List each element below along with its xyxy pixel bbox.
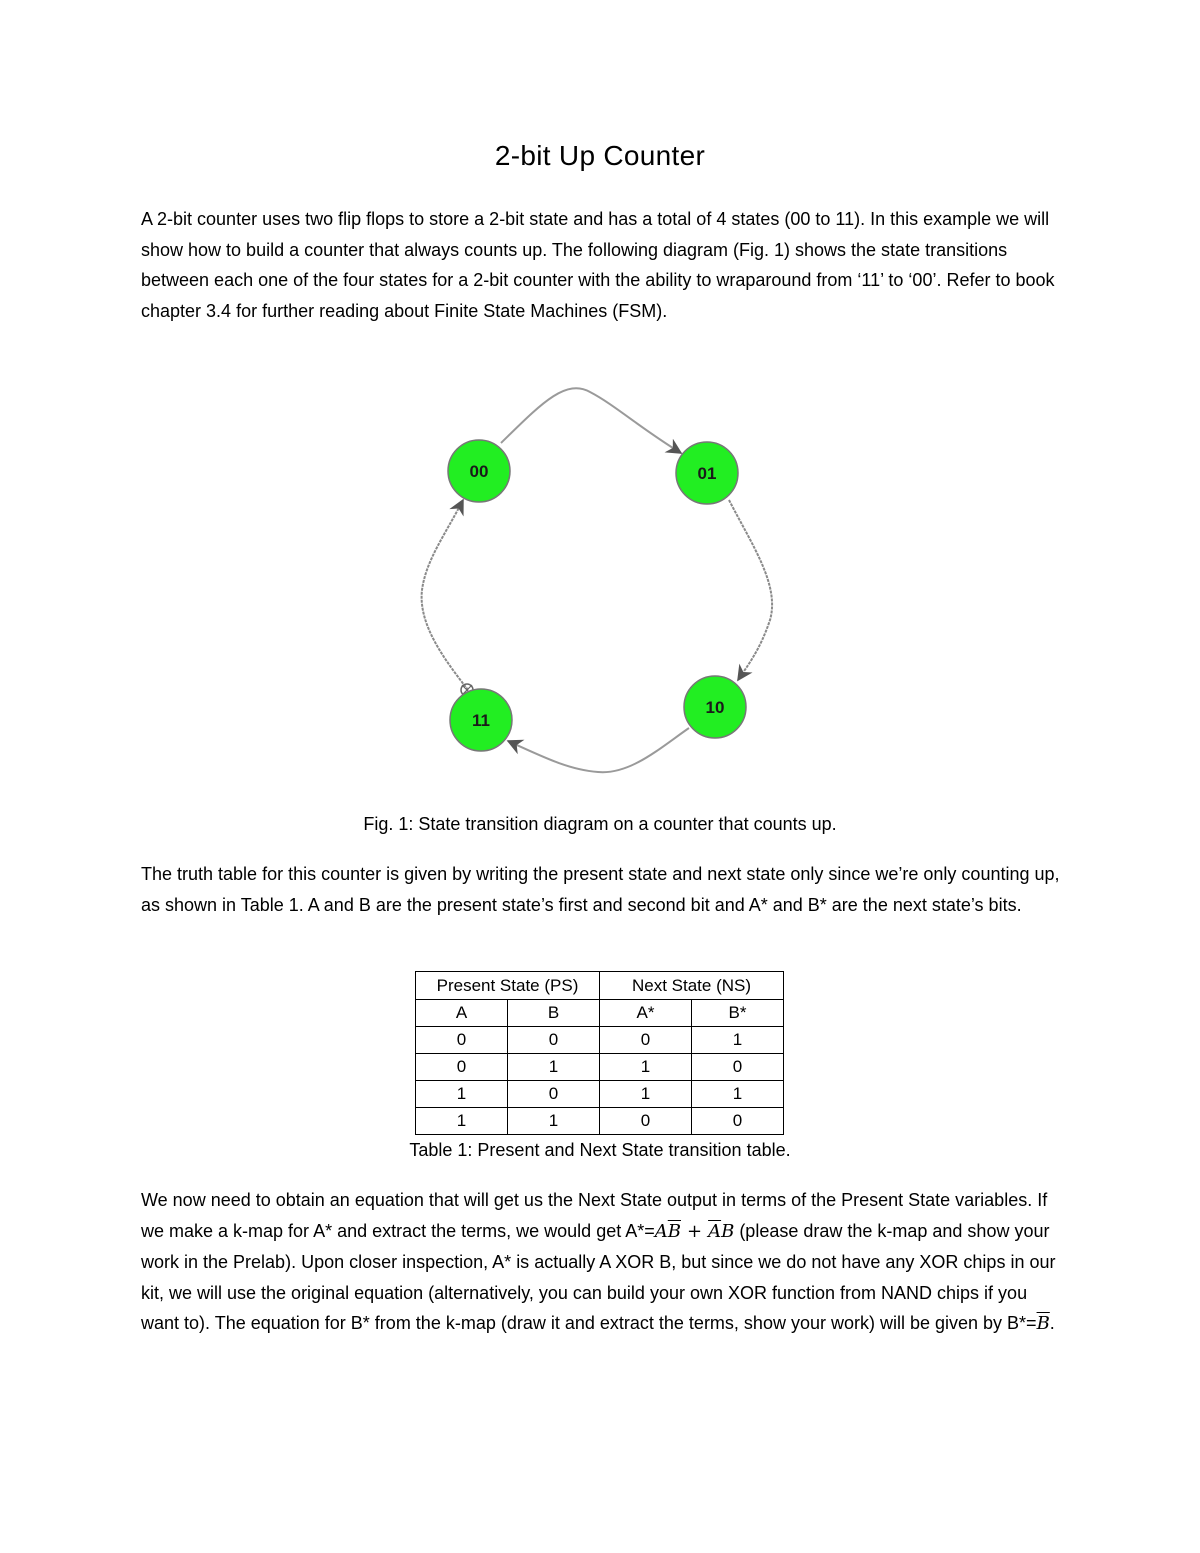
svg-text:00: 00 [469,462,489,481]
table-cell: 1 [692,1081,784,1108]
column-header: B [508,1000,600,1027]
table-cell: 0 [508,1027,600,1054]
state-node-00 [448,440,510,502]
transition-01-to-10 [729,500,772,680]
svg-text:01: 01 [697,464,717,483]
table-caption: Table 1: Present and Next State transition table. [409,1140,791,1160]
table-cell: 1 [416,1108,508,1135]
table-cell: 1 [600,1081,692,1108]
next-state-header: Next State (NS) [600,972,784,1000]
state-node-10 [684,676,746,738]
table-group-header-row [416,972,784,1000]
table-cell: 1 [508,1108,600,1135]
state-node-01 [676,442,738,504]
transition-table [415,971,784,1135]
table-cell: 0 [692,1108,784,1135]
table-cell: 1 [692,1027,784,1054]
table-cell: 1 [508,1054,600,1081]
column-header: A* [600,1000,692,1027]
table-cell: 1 [416,1081,508,1108]
equations-paragraph: We now need to obtain an equation that will get us the Next State output in terms of the Present State variables. If we make a k-map for A* and extract the terms, we would get $A*=A\overline{B} + \overline{A}B$ (please draw the k-map and show your work in the Prelab). Upon closer inspection, A* is actually A XOR B, but since we do not have any XOR chips in our kit, we will use the original equation (alternatively, you can build your own XOR function from NAND chips if you want to). The equation for B* from the k-map (draw it and extract the terms, show your work) will be given by $B*=\overline{B}$. [141,1190,1056,1334]
state-node-11 [450,689,512,751]
equation-text: (please draw the k-map and show your work in the Prelab). Upon closer inspection, A* is actually A XOR B, but since we do not have any XOR chips in our kit, we will use the original equation (alternatively, you can build your own XOR function from NAND chips if you want to). The equation for B* from the k-map (draw it and extract the terms, show your work) will be given by B*= [141,1220,1056,1333]
column-header: B* [692,1000,784,1027]
figure-caption: Fig. 1: State transition diagram on a counter that counts up. [363,814,837,834]
column-header: A [416,1000,508,1027]
equation-text: We now need to obtain an equation that will get us the Next State output in terms of the Present State variables. If we make a k-map for A* and extract the terms, we would get A*= [141,1190,1048,1241]
table-row [416,1108,784,1135]
a-star-equation: $A\overline{B} + \overline{A}B$ [654,1220,735,1242]
table-cell: 1 [600,1054,692,1081]
table-cell: 0 [416,1027,508,1054]
table-cell: 0 [600,1108,692,1135]
table-column-header-row [416,1000,784,1027]
transition-00-to-01 [501,388,681,453]
table-row [416,1054,784,1081]
table-row [416,1081,784,1108]
page-title: 2-bit Up Counter [494,140,706,171]
b-star-equation: $\overline{B}$ [1036,1313,1050,1334]
table-cell: 0 [692,1054,784,1081]
transition-10-to-11 [508,728,689,772]
svg-text:11: 11 [472,711,490,730]
table-cell: 0 [600,1027,692,1054]
transition-11-to-00 [422,500,468,690]
table-cell: 0 [416,1054,508,1081]
present-state-header: Present State (PS) [416,972,600,1000]
svg-text:10: 10 [705,698,725,717]
state-transition-diagram [400,380,800,790]
table-cell: 0 [508,1081,600,1108]
truth-table-paragraph: The truth table for this counter is given by writing the present state and next state only since we’re only counting up, as shown in Table 1. A and B are the present state’s first and second bit and A* and B* are the next state’s bits. [141,864,1060,915]
intro-paragraph: A 2-bit counter uses two flip flops to store a 2-bit state and has a total of 4 states (00 to 11). In this example we will show how to build a counter that always counts up. The following diagram (Fig. 1) shows the state transitions between each one of the four states for a 2-bit counter with the ability to wraparound from ‘11’ to ‘00’. Refer to book chapter 3.4 for further reading about Finite State Machines (FSM). [141,209,1055,321]
table-row [416,1027,784,1054]
